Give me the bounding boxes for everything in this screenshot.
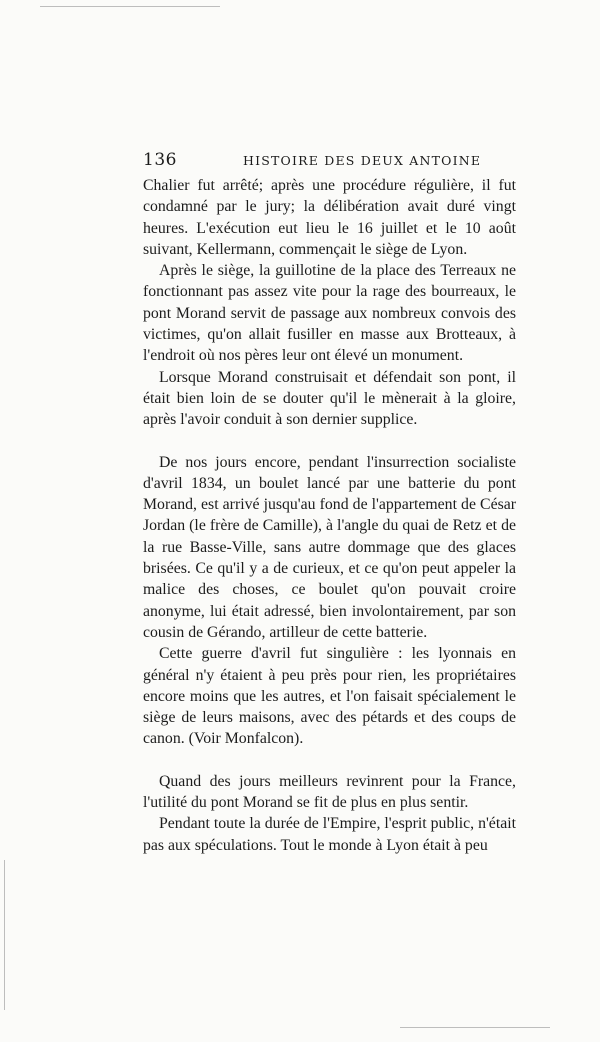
paragraph: Lorsque Morand construisait et défendait son pont, il était bien loin de se douter qu'il le mènerait à la gloire, après l'avoir conduit à son dernier supplice. <box>143 368 516 429</box>
paragraph: Chalier fut arrêté; après une procédure régulière, il fut condamné par le jury; la délibération avait duré vingt heures. L'exécution eut lieu le 16 juillet et le 10 août suivant, Kellermann, commençait le siège de Lyon. <box>143 177 516 258</box>
page-number: 136 <box>143 150 177 170</box>
paragraph: De nos jours encore, pendant l'insurrection socialiste d'avril 1834, un boulet lancé par une batterie du pont Morand, est arrivé jusqu'au fond de l'appartement de César Jordan (le frère de Camille), à l'angle du quai de Retz et de la rue Basse-Ville, sans autre dommage que des glaces brisées. Ce qu'il y a de curieux, et ce qu'on peut appeler la malice des choses, ce boulet qu'on pouvait croire anonyme, lui était adressé, bien involontairement, par son cousin de Gérando, artilleur de cette batterie. <box>143 453 516 641</box>
scan-dash-top <box>40 6 220 7</box>
page-body <box>143 175 516 856</box>
paragraph: Cette guerre d'avril fut singulière : les lyonnais en général n'y étaient à peu près pour rien, les propriétaires encore moins que les autres, et l'on faisait spécialement le siège de leurs maisons, avec des pétards et des coups de canon. (Voir Monfalcon). <box>143 645 516 748</box>
running-header <box>143 150 516 172</box>
paragraph: Quand des jours meilleurs revinrent pour la France, l'utilité du pont Morand se fit de plus en plus sentir. <box>143 772 516 812</box>
paragraph: Pendant toute la durée de l'Empire, l'esprit public, n'était pas aux spéculations. Tout le monde à Lyon était à peu <box>143 815 516 854</box>
scan-edge-left <box>4 860 5 1010</box>
paragraph: Après le siège, la guillotine de la place des Terreaux ne fonctionnant pas assez vite pour la rage des bourreaux, le pont Morand servit de passage aux nombreux convois des victimes, qu'on allait fusiller en masse aux Brotteaux, à l'endroit où nos pères leur ont élevé un monument. <box>143 262 516 365</box>
running-title: HISTOIRE DES DEUX ANTOINE <box>243 153 482 168</box>
scan-dash-bottom <box>400 1027 550 1028</box>
